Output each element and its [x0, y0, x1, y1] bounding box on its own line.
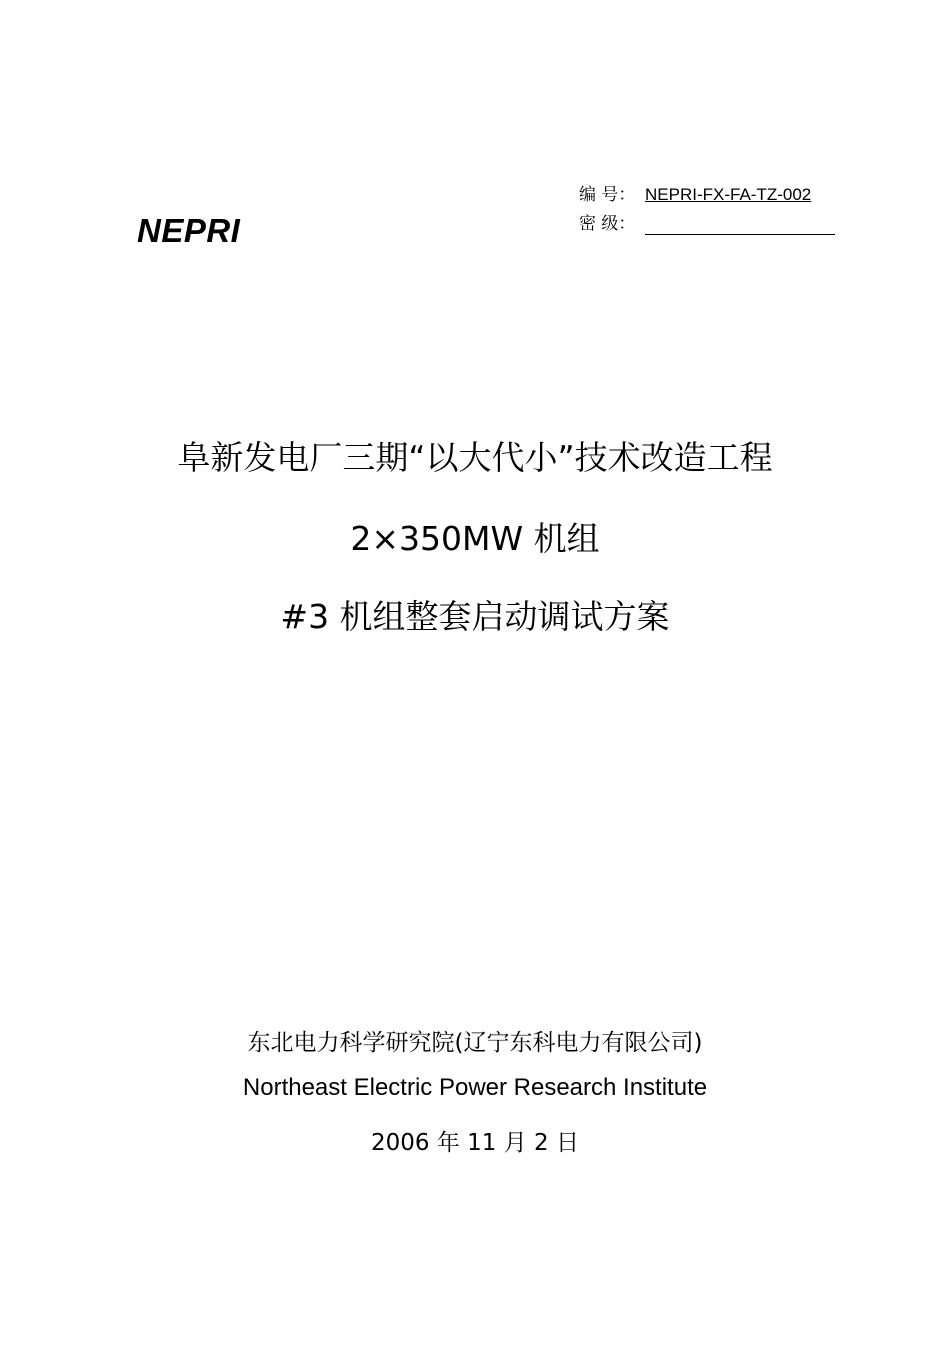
document-code-label: 编 号： — [579, 185, 636, 205]
logo-nepri: NEPRI — [137, 212, 241, 249]
organization-name-cn: 东北电力科学研究院(辽宁东科电力有限公司) — [247, 1030, 703, 1056]
organization-name-en: Northeast Electric Power Research Institute — [242, 1074, 708, 1101]
security-level-blank — [645, 214, 835, 235]
document-code-row — [579, 184, 811, 206]
title-line-project: 阜新发电厂三期“以大代小”技术改造工程 — [177, 438, 773, 477]
document-date: 2006 年 11 月 2 日 — [371, 1130, 579, 1156]
document-code-value: NEPRI-FX-FA-TZ-002 — [645, 185, 812, 204]
title-line-plan: #3 机组整套启动调试方案 — [280, 597, 670, 636]
security-level-row — [579, 213, 835, 235]
security-level-label: 密 级： — [579, 214, 636, 234]
title-line-units: 2×350MW 机组 — [350, 519, 600, 558]
